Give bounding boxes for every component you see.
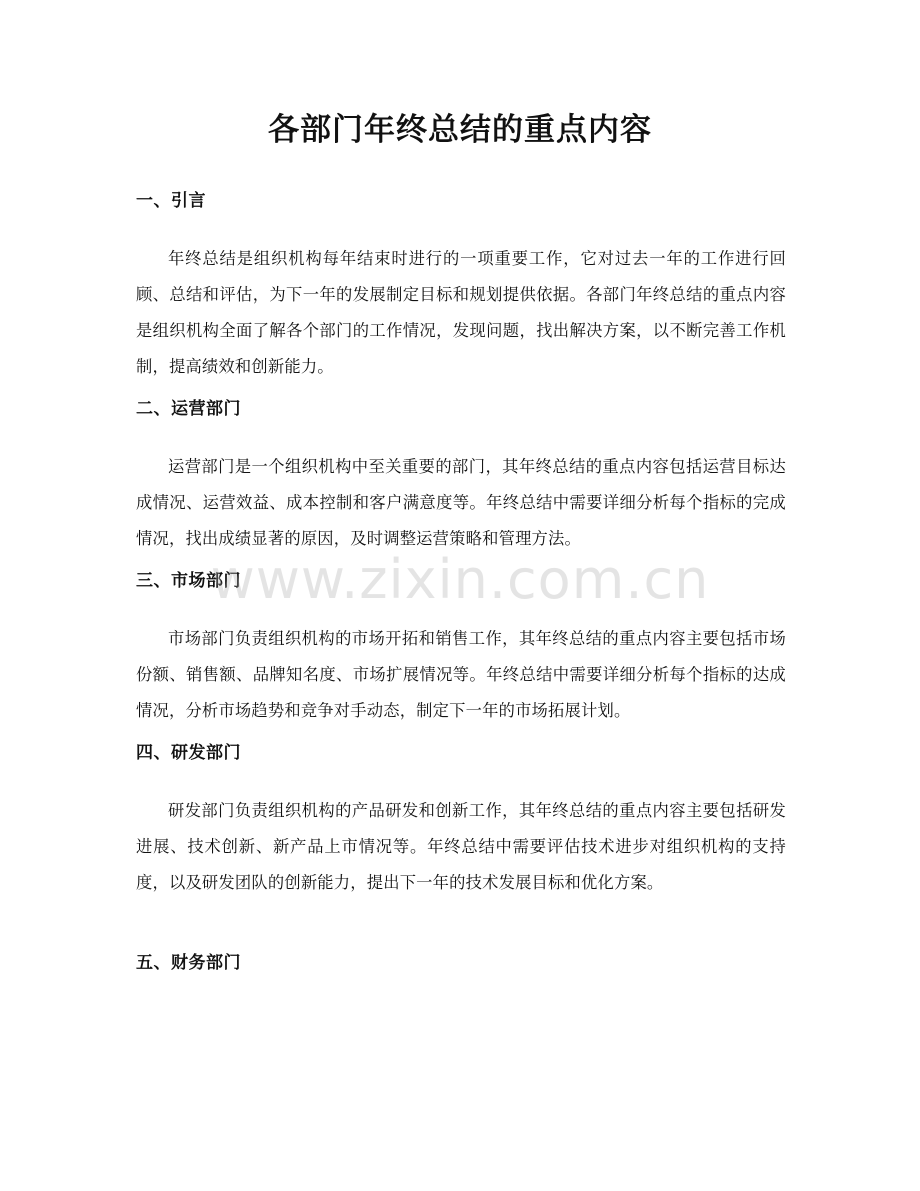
section-finance [136, 950, 786, 976]
section-heading: 二、运营部门 [136, 399, 241, 419]
section-heading: 四、研发部门 [136, 743, 241, 763]
section-paragraph: 运营部门是一个组织机构中至关重要的部门，其年终总结的重点内容包括运营目标达成情况、运营效益、成本控制和客户满意度等。年终总结中需要详细分析每个指标的完成情况，找出成绩显著的原因，及时调整运营策略和管理方法。 [136, 457, 786, 548]
section-heading: 一、引言 [136, 191, 206, 211]
section-paragraph: 年终总结是组织机构每年结束时进行的一项重要工作，它对过去一年的工作进行回顾、总结和评估，为下一年的发展制定目标和规划提供依据。各部门年终总结的重点内容是组织机构全面了解各个部门的工作情况，发现问题，找出解决方案，以不断完善工作机制，提高绩效和创新能力。 [136, 249, 786, 376]
section-heading: 三、市场部门 [136, 571, 241, 591]
section-operations [136, 396, 786, 557]
section-paragraph: 研发部门负责组织机构的产品研发和创新工作，其年终总结的重点内容主要包括研发进展、技术创新、新产品上市情况等。年终总结中需要评估技术进步对组织机构的支持度，以及研发团队的创新能力，提出下一年的技术发展目标和优化方案。 [136, 801, 786, 892]
page-title: 各部门年终总结的重点内容 [268, 112, 652, 148]
watermark: www.zixin.com.cn [210, 548, 710, 611]
section-paragraph: 市场部门负责组织机构的市场开拓和销售工作，其年终总结的重点内容主要包括市场份额、销售额、品牌知名度、市场扩展情况等。年终总结中需要详细分析每个指标的达成情况，分析市场趋势和竞争对手动态，制定下一年的市场拓展计划。 [136, 629, 786, 720]
section-introduction [136, 188, 786, 385]
section-marketing [136, 568, 786, 729]
section-research [136, 740, 786, 901]
section-heading: 五、财务部门 [136, 953, 241, 973]
